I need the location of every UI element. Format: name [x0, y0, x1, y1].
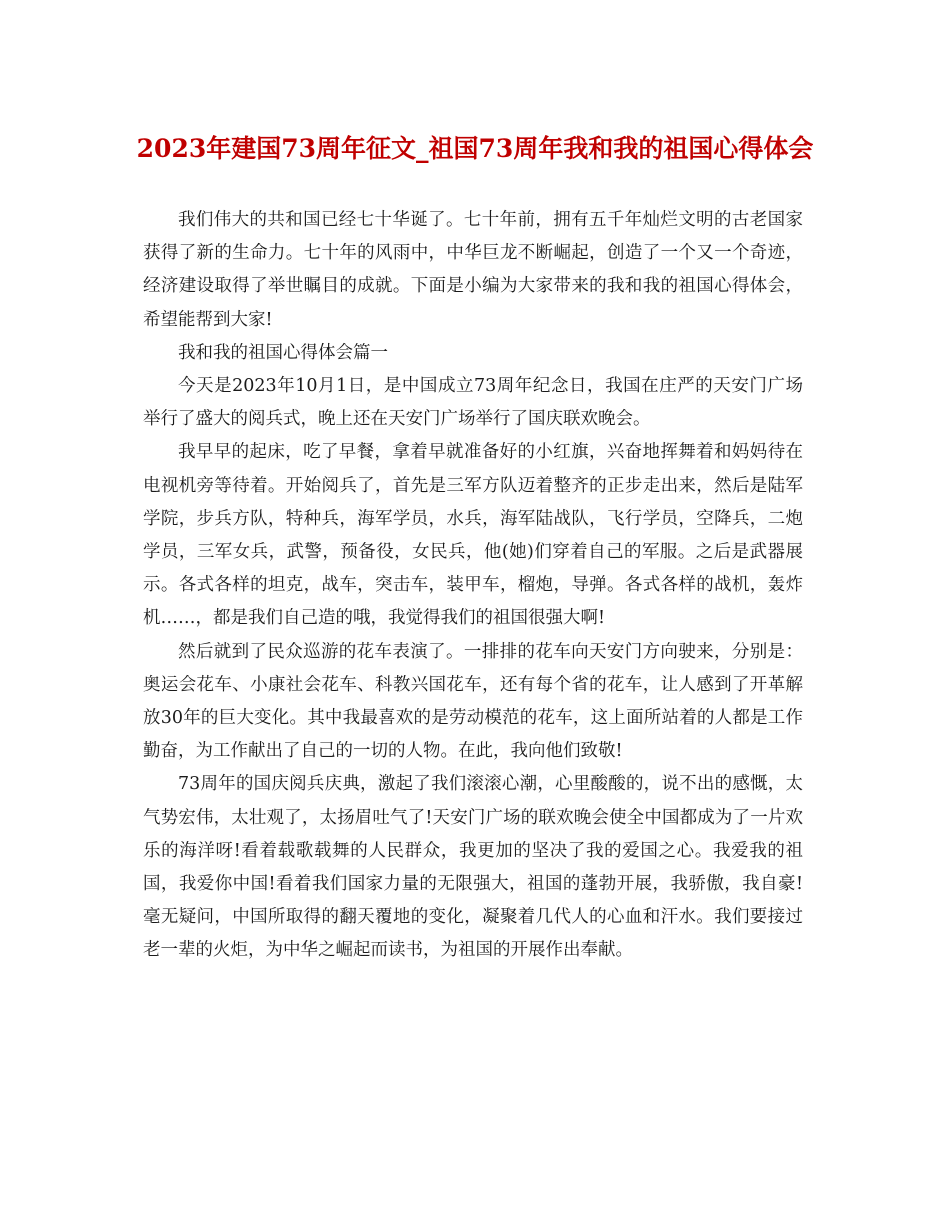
document-body: [143, 204, 803, 968]
paragraph-reflection: 73周年的国庆阅兵庆典，激起了我们滚滚心潮，心里酸酸的，说不出的感慨，太气势宏伟，太壮观了，太扬眉吐气了!天安门广场的联欢晚会使全中国都成为了一片欢乐的海洋呀!看着载歌载舞的人民群众，我更加的坚决了我的爱国之心。我爱我的祖国，我爱你中国!看着我们国家力量的无限强大，祖国的蓬勃开展，我骄傲，我自豪!毫无疑问，中国所取得的翻天覆地的变化，凝聚着几代人的心血和汗水。我们要接过老一辈的火炬，为中华之崛起而读书，为祖国的开展作出奉献。: [143, 774, 803, 961]
paragraph-parade: 我早早的起床，吃了早餐，拿着早就准备好的小红旗，兴奋地挥舞着和妈妈待在电视机旁等待着。开始阅兵了，首先是三军方队迈着整齐的正步走出来，然后是陆军学院，步兵方队，特种兵，海军学员，水兵，海军陆战队，飞行学员，空降兵，二炮学员，三军女兵，武警，预备役，女民兵，他(她)们穿着自己的军服。之后是武器展示。各式各样的坦克，战车，突击车，装甲车，榴炮，导弹。各式各样的战机，轰炸机……，都是我们自己造的哦，我觉得我们的祖国很强大啊!: [143, 442, 803, 629]
document-title: 2023年建国73周年征文_祖国73周年我和我的祖国心得体会: [136, 134, 814, 163]
paragraph-floats: 然后就到了民众巡游的花车表演了。一排排的花车向天安门方向驶来，分别是：奥运会花车、小康社会花车、科教兴国花车，还有每个省的花车，让人感到了开革解放30年的巨大变化。其中我最喜欢的是劳动模范的花车，这上面所站着的人都是工作勤奋，为工作献出了自己的一切的人物。在此，我向他们致敬!: [143, 641, 803, 762]
section-heading: 我和我的祖国心得体会篇一: [178, 342, 388, 363]
paragraph-intro: 我们伟大的共和国已经七十华诞了。七十年前，拥有五千年灿烂文明的古老国家获得了新的生命力。七十年的风雨中，中华巨龙不断崛起，创造了一个又一个奇迹，经济建设取得了举世瞩目的成就。下面是小编为大家带来的我和我的祖国心得体会，希望能帮到大家!: [143, 210, 803, 330]
paragraph-national-day: 今天是2023年10月1日，是中国成立73周年纪念日，我国在庄严的天安门广场举行了盛大的阅兵式，晚上还在天安门广场举行了国庆联欢晚会。: [143, 376, 803, 430]
